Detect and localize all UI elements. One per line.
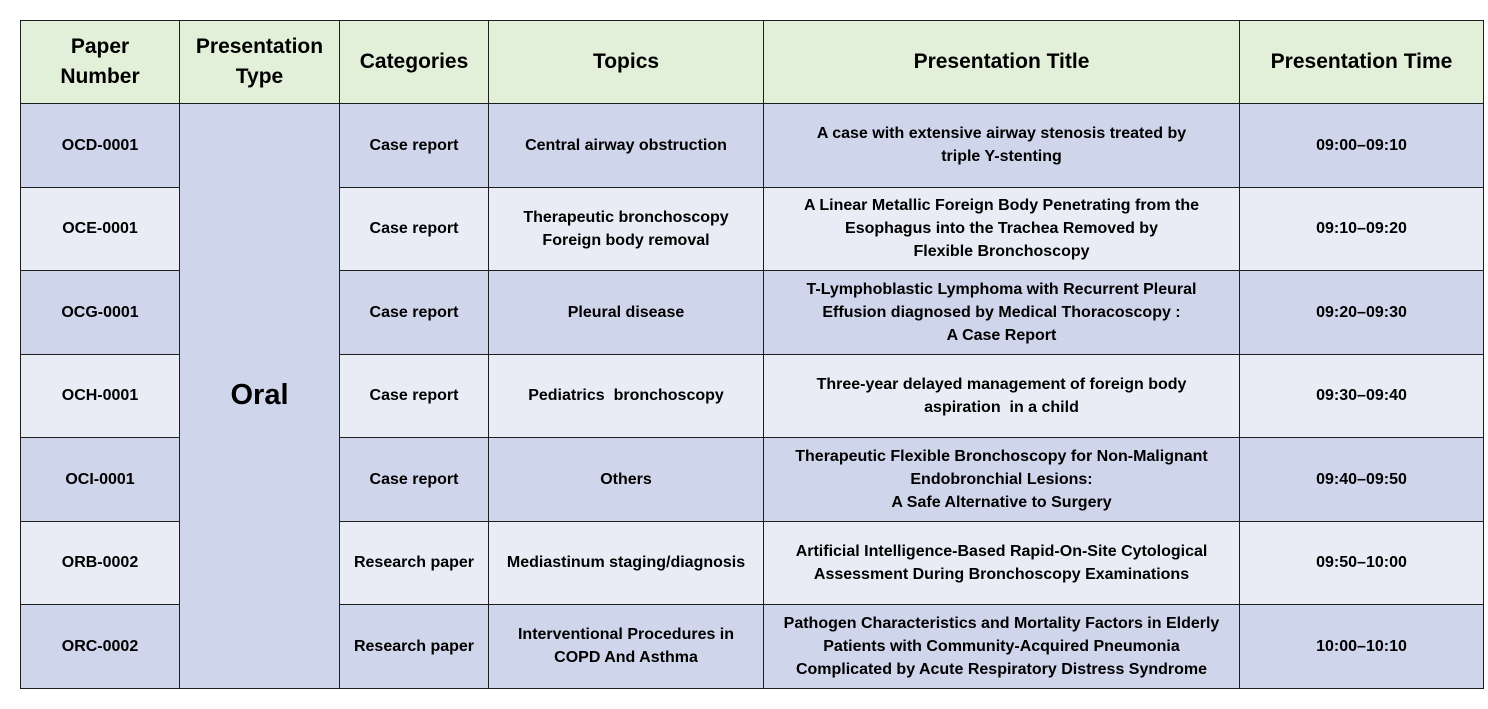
time-cell: 09:30–09:40: [1240, 354, 1484, 438]
paper-number-cell: OCE-0001: [21, 187, 180, 271]
title-cell: Therapeutic Flexible Bronchoscopy for Non-Malignant Endobronchial Lesions: A Safe Alternative to Surgery: [764, 438, 1240, 522]
time-cell: 10:00–10:10: [1240, 605, 1484, 689]
category-cell: Research paper: [340, 605, 489, 689]
paper-number-cell: OCG-0001: [21, 271, 180, 355]
header-row: [21, 21, 1484, 104]
header-paper-number: Paper Number: [21, 21, 180, 104]
category-cell: Case report: [340, 354, 489, 438]
paper-number-cell: ORB-0002: [21, 521, 180, 605]
title-cell: A Linear Metallic Foreign Body Penetrating from the Esophagus into the Trachea Removed by Flexible Bronchoscopy: [764, 187, 1240, 271]
topic-cell: Pleural disease: [489, 271, 764, 355]
title-cell: Three-year delayed management of foreign body aspiration in a child: [764, 354, 1240, 438]
topic-cell: Central airway obstruction: [489, 104, 764, 188]
title-cell: Artificial Intelligence-Based Rapid-On-Site Cytological Assessment During Bronchoscopy Examinations: [764, 521, 1240, 605]
header-presentation-title: Presentation Title: [764, 21, 1240, 104]
topic-cell: Pediatrics bronchoscopy: [489, 354, 764, 438]
paper-number-cell: OCD-0001: [21, 104, 180, 188]
presentation-schedule-table: [20, 20, 1484, 689]
topic-cell: Others: [489, 438, 764, 522]
table-row: [21, 104, 1484, 188]
category-cell: Case report: [340, 438, 489, 522]
paper-number-cell: OCH-0001: [21, 354, 180, 438]
header-presentation-time: Presentation Time: [1240, 21, 1484, 104]
title-cell: T-Lymphoblastic Lymphoma with Recurrent Pleural Effusion diagnosed by Medical Thoracoscopy : A Case Report: [764, 271, 1240, 355]
topic-cell: Mediastinum staging/diagnosis: [489, 521, 764, 605]
title-cell: A case with extensive airway stenosis treated by triple Y-stenting: [764, 104, 1240, 188]
schedule-container: [20, 20, 1484, 689]
topic-cell: Therapeutic bronchoscopy Foreign body removal: [489, 187, 764, 271]
category-cell: Research paper: [340, 521, 489, 605]
topic-cell: Interventional Procedures in COPD And Asthma: [489, 605, 764, 689]
header-categories: Categories: [340, 21, 489, 104]
time-cell: 09:00–09:10: [1240, 104, 1484, 188]
time-cell: 09:10–09:20: [1240, 187, 1484, 271]
presentation-type-cell: Oral: [180, 104, 340, 689]
paper-number-cell: ORC-0002: [21, 605, 180, 689]
category-cell: Case report: [340, 104, 489, 188]
title-cell: Pathogen Characteristics and Mortality Factors in Elderly Patients with Community-Acquired Pneumonia Complicated by Acute Respiratory Distress Syndrome: [764, 605, 1240, 689]
paper-number-cell: OCI-0001: [21, 438, 180, 522]
category-cell: Case report: [340, 271, 489, 355]
category-cell: Case report: [340, 187, 489, 271]
time-cell: 09:40–09:50: [1240, 438, 1484, 522]
time-cell: 09:50–10:00: [1240, 521, 1484, 605]
time-cell: 09:20–09:30: [1240, 271, 1484, 355]
header-topics: Topics: [489, 21, 764, 104]
header-presentation-type: Presentation Type: [180, 21, 340, 104]
